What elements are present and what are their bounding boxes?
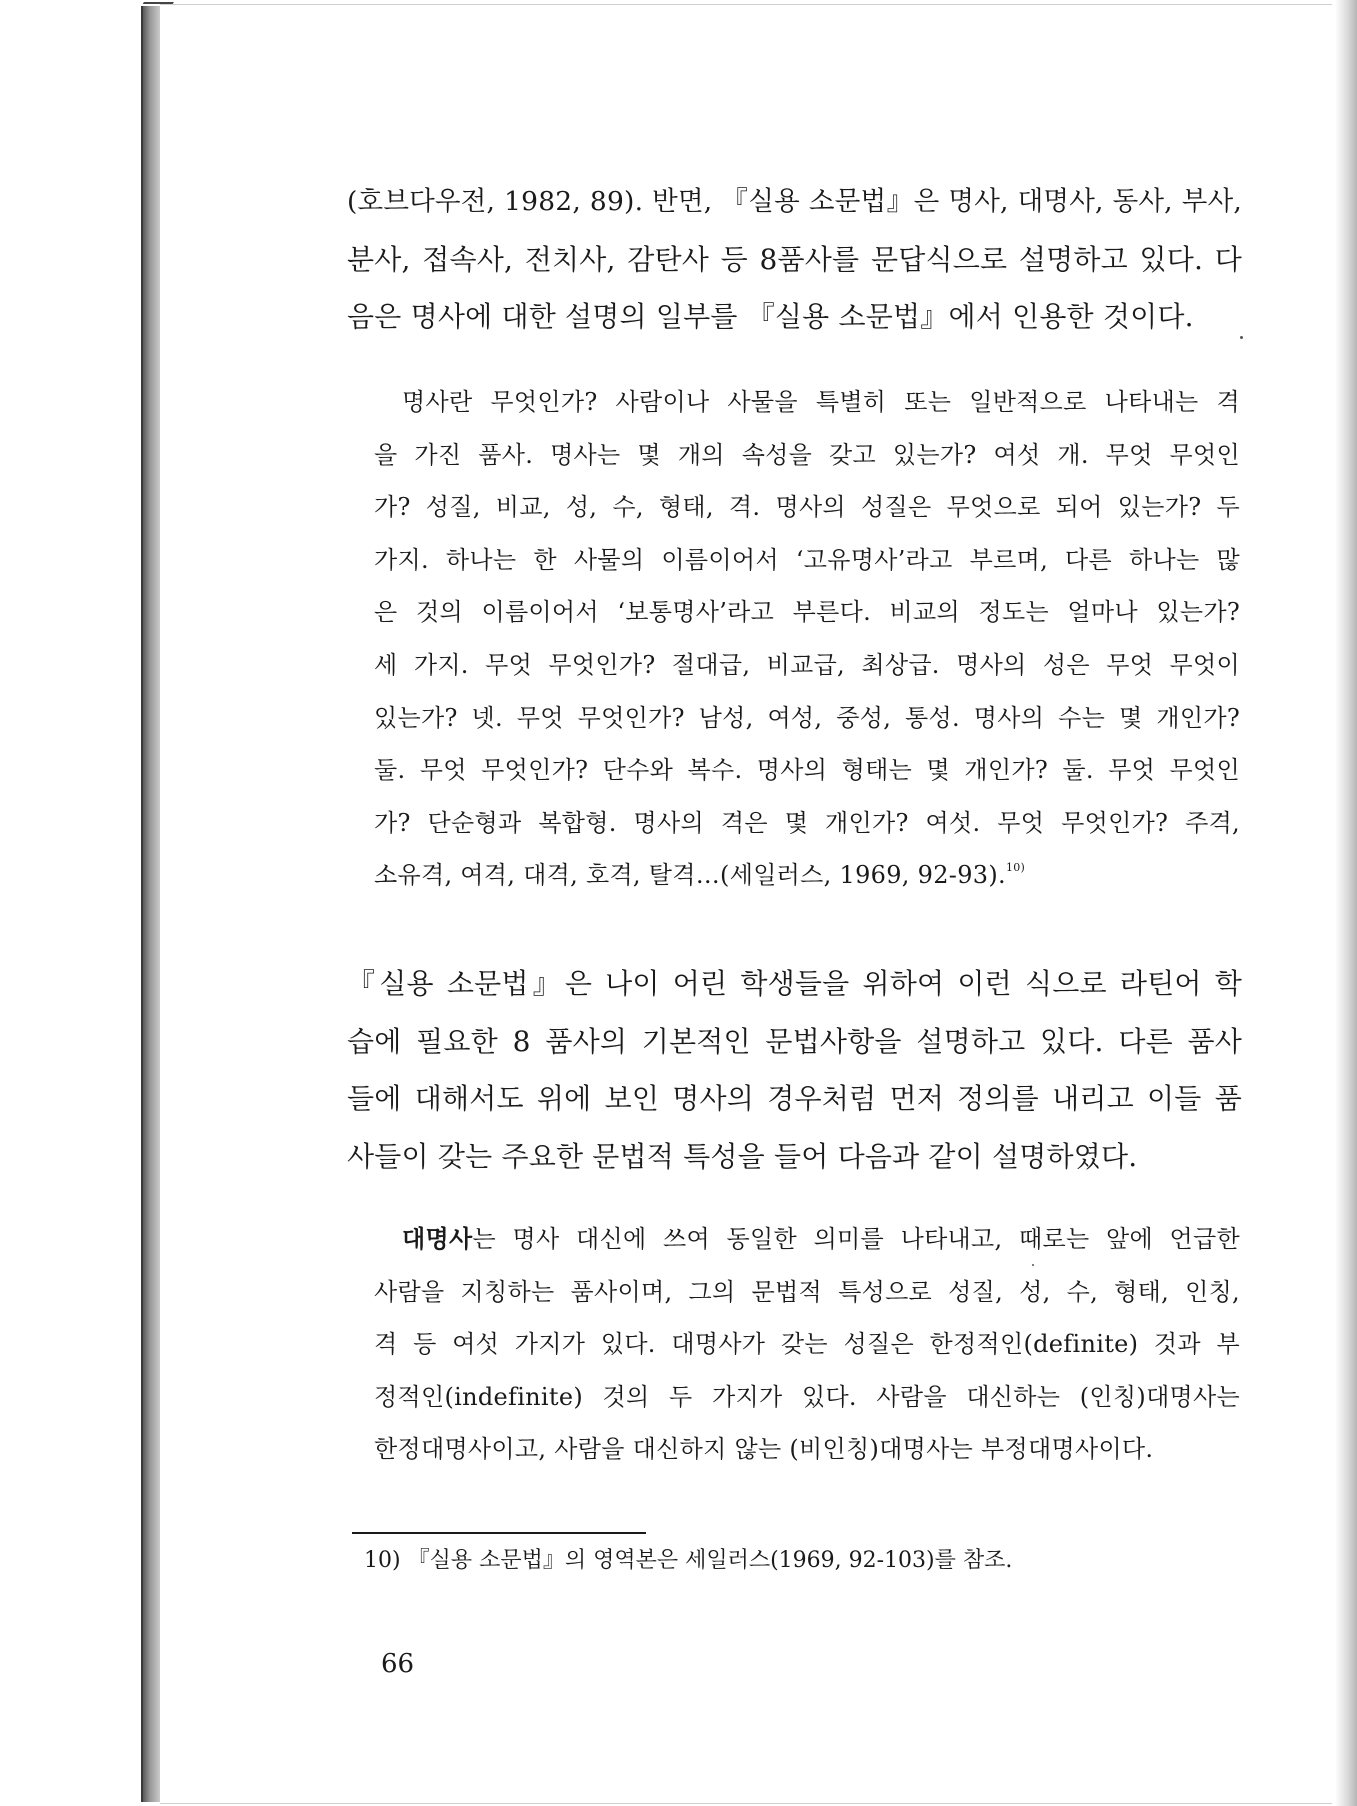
text-line: 가? 성질, 비교, 성, 수, 형태, 격. 명사의 성질은 무엇으로 되어 있는가? 두	[374, 493, 1240, 522]
text-line: 있는가? 넷. 무엇 무엇인가? 남성, 여성, 중성, 통성. 명사의 수는 몇 개인가?	[374, 703, 1240, 732]
text-line	[374, 1213, 1240, 1266]
page-edge-shadow	[1335, 0, 1357, 1806]
text-line: 을 가진 품사. 명사는 몇 개의 속성을 갖고 있는가? 여섯 개. 무엇 무엇인	[374, 440, 1240, 469]
text-line: 『실용 소문법』은 나이 어린 학생들을 위하여 이런 식으로 라틴어 학	[347, 967, 1242, 1000]
text-line: 격 등 여섯 가지가 있다. 대명사가 갖는 성질은 한정적인(definite) 것과 부	[374, 1330, 1240, 1359]
defined-term: 대명사	[402, 1224, 473, 1253]
footnote-reference: 10)	[1005, 861, 1026, 875]
paragraph-1	[347, 173, 1242, 346]
text-line: 명사란 무엇인가? 사람이나 사물을 특별히 또는 일반적으로 나타내는 격	[402, 388, 1240, 416]
text-line: 가지. 하나는 한 사물의 이름이어서 ‘고유명사’라고 부르며, 다른 하나는 많	[374, 545, 1240, 574]
text-line-last	[374, 849, 1240, 902]
text-line: 가? 단순형과 복합형. 명사의 격은 몇 개인가? 여섯. 무엇 무엇인가? 주격,	[374, 808, 1240, 837]
quote-text: 는 명사 대신에 쓰여 동일한 의미를 나타내고, 때로는 앞에 언급한	[472, 1225, 1240, 1253]
text-line: 정적인(indefinite) 것의 두 가지가 있다. 사람을 대신하는 (인칭)대명사는	[374, 1382, 1240, 1411]
page-number: 66	[381, 1649, 415, 1679]
footnote: 10) 『실용 소문법』의 영역본은 세일러스(1969, 92-103)를 참조.	[364, 1548, 1013, 1573]
text-line: (호브다우전, 1982, 89). 반면, 『실용 소문법』은 명사, 대명사, 동사, 부사,	[347, 186, 1242, 217]
paragraph-2	[347, 955, 1242, 1185]
text-line: 둘. 무엇 무엇인가? 단수와 복수. 명사의 형태는 몇 개인가? 둘. 무엇 무엇인	[374, 756, 1240, 785]
text-line: 한정대명사이고, 사람을 대신하지 않는 (비인칭)대명사는 부정대명사이다.	[374, 1435, 1154, 1464]
text-line: 사들이 갖는 주요한 문법적 특성을 들어 다음과 같이 설명하였다.	[347, 1139, 1138, 1173]
text-line: 습에 필요한 8 품사의 기본적인 문법사항을 설명하고 있다. 다른 품사	[347, 1024, 1242, 1058]
book-spine	[141, 6, 161, 1802]
text-line: 은 것의 이름이어서 ‘보통명사’라고 부른다. 비교의 정도는 얼마나 있는가?	[374, 598, 1240, 627]
footnote-divider	[352, 1532, 646, 1534]
speck	[1240, 336, 1243, 339]
speck	[1032, 1264, 1034, 1266]
text-line: 세 가지. 무엇 무엇인가? 절대급, 비교급, 최상급. 명사의 성은 무엇 무엇이	[374, 650, 1240, 679]
text-line: 들에 대해서도 위에 보인 명사의 경우처럼 먼저 정의를 내리고 이들 품	[347, 1082, 1242, 1115]
text-line: 분사, 접속사, 전치사, 감탄사 등 8품사를 문답식으로 설명하고 있다. 다	[347, 242, 1242, 276]
quote-text: 소유격, 여격, 대격, 호격, 탈격…(세일러스, 1969, 92-93).	[374, 861, 1006, 890]
text-line: 음은 명사에 대한 설명의 일부를 『실용 소문법』에서 인용한 것이다.	[347, 300, 1194, 333]
text-line: 사람을 지칭하는 품사이며, 그의 문법적 특성으로 성질, 성, 수, 형태, 인칭,	[374, 1277, 1240, 1306]
quote-block-pronoun	[374, 1213, 1240, 1476]
quote-block-noun	[374, 376, 1240, 902]
